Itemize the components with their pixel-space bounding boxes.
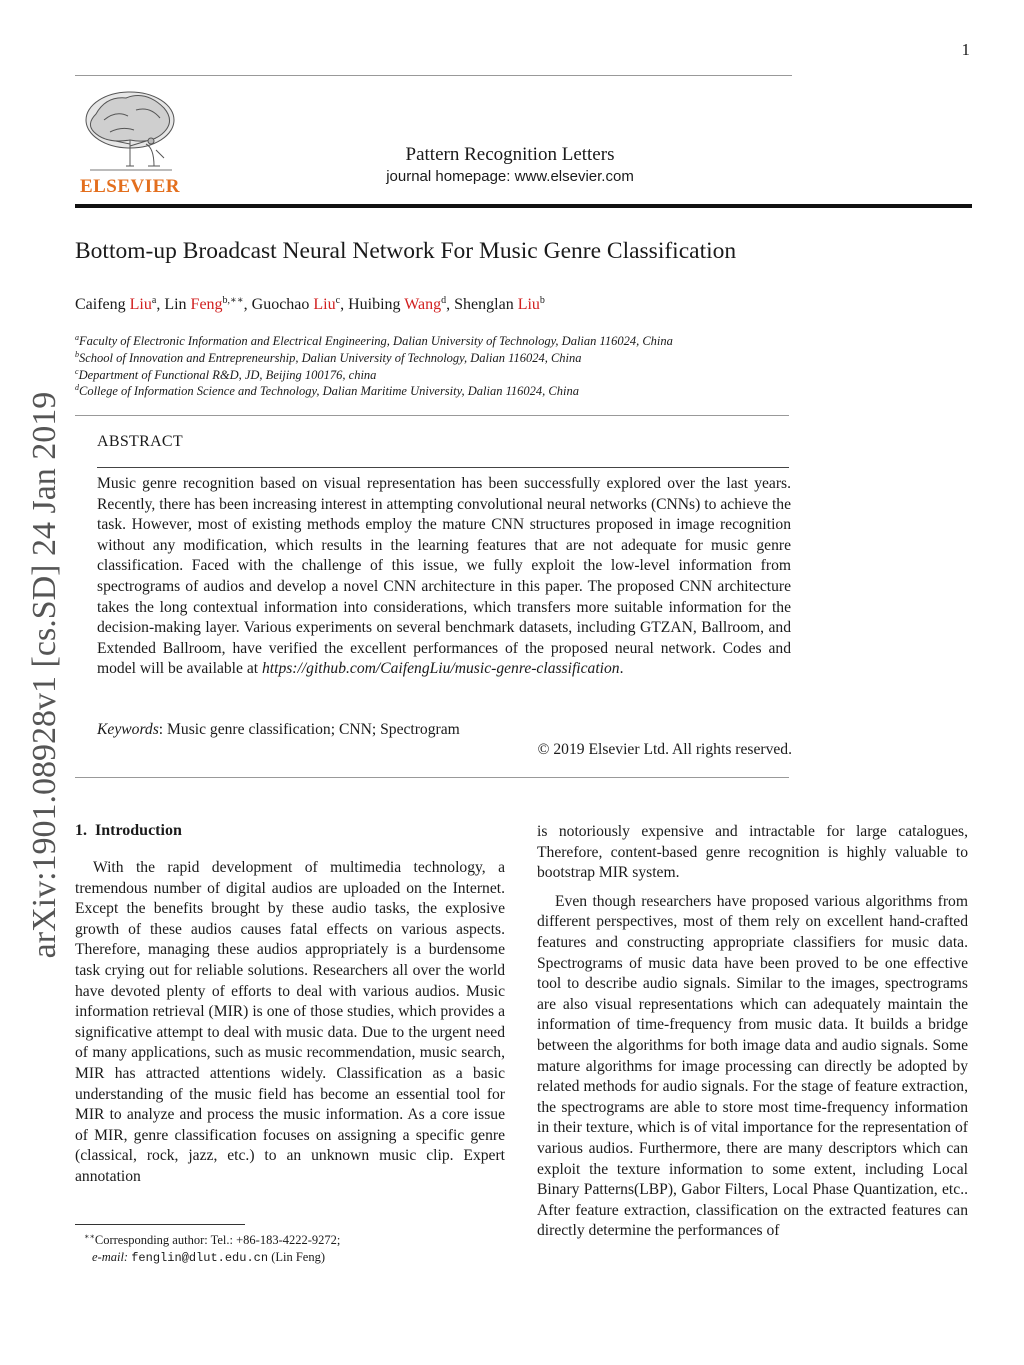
- author-first-name: Caifeng: [75, 296, 130, 313]
- keywords-label: Keywords: [97, 721, 159, 738]
- author-last-name[interactable]: Feng: [190, 296, 223, 313]
- author-affiliation-mark: a: [151, 295, 157, 306]
- author-affiliation-mark: c: [335, 295, 341, 306]
- paper-title: Bottom-up Broadcast Neural Network For Music Genre Classification: [75, 238, 737, 264]
- author-separator: ,: [156, 296, 165, 313]
- affiliation-mark: b: [75, 350, 79, 359]
- keywords: [97, 721, 460, 739]
- affiliation-mark: d: [75, 383, 79, 392]
- abstract-bottom-rule: [75, 777, 789, 778]
- author: [454, 296, 545, 313]
- page-number: 1: [961, 40, 970, 59]
- abstract-text: [97, 474, 791, 680]
- journal-header-rule: [75, 204, 972, 208]
- abstract-rule: [97, 467, 789, 468]
- author-first-name: Huibing: [348, 296, 405, 313]
- code-link[interactable]: https://github.com/CaifengLiu/music-genre-classification: [261, 660, 620, 678]
- footnote-email-line: [84, 1249, 340, 1267]
- left-column: [75, 858, 505, 1188]
- tree-icon: [76, 84, 184, 176]
- affiliation-b: [75, 350, 582, 366]
- paragraph: With the rapid development of multimedia technology, a tremendous number of digital audios are uploaded on the Internet. Except the benefits brought by these audio tasks, the explosive growth of these audios causes fatal effects on various aspects. Therefore, managing these audios appropriately is a burdensome task crying out for reliable solutions. Researchers all over the world have devoted plenty of efforts to deal with various audios. Music information retrieval (MIR) is one of those studies, which provides a significative attempt to deal with music data. Due to the urgent need of many applications, such as music recommendation, music search, MIR has attracted attentions widely. Classification as a basic understanding of the music field has become an essential tool for MIR to analyze and process the music information. As a core issue of MIR, genre classification focuses on assigning a specific genre (classical, rock, jazz, etc.) to an unknown music clip. Expert annotation: [75, 859, 505, 1185]
- author-last-name[interactable]: Liu: [517, 296, 540, 313]
- affiliation-c: [75, 367, 376, 383]
- author-separator: ,: [243, 296, 252, 313]
- email-address[interactable]: fenglin@dlut.edu.cn: [131, 1251, 269, 1265]
- author-last-name[interactable]: Liu: [313, 296, 336, 313]
- copyright-notice: © 2019 Elsevier Ltd. All rights reserved.: [537, 741, 792, 758]
- journal-homepage[interactable]: journal homepage: www.elsevier.com: [386, 168, 634, 185]
- author-first-name: Shenglan: [454, 296, 518, 313]
- author: [348, 296, 454, 313]
- elsevier-logo: [76, 84, 184, 196]
- section-title: Introduction: [95, 822, 182, 839]
- abstract-end: .: [619, 660, 624, 678]
- author-affiliation-mark: b,∗∗: [222, 295, 244, 306]
- email-label: e-mail:: [92, 1250, 129, 1264]
- abstract-heading: ABSTRACT: [97, 433, 183, 450]
- author: [252, 296, 348, 313]
- author-separator: ,: [446, 296, 455, 313]
- affiliation-d: [75, 383, 579, 399]
- publisher-name: ELSEVIER: [79, 176, 181, 197]
- author-last-name[interactable]: Liu: [129, 296, 152, 313]
- right-column: [537, 822, 968, 1242]
- affiliation-mark: c: [75, 367, 79, 376]
- arxiv-id: arXiv:1901.08928v1 [cs.SD] 24 Jan 2019: [26, 391, 63, 959]
- author-first-name: Guochao: [251, 296, 314, 313]
- header-rule: [75, 75, 792, 76]
- arxiv-stamp: [20, 380, 70, 970]
- author-affiliation-mark: d: [441, 295, 447, 306]
- abstract-body: Music genre recognition based on visual representation has been successfully explored over the last years. Recently, there has been increasing interest in attempting convolutional neural networks (CNNs) to achieve the task. However, most of existing methods employ the mature CNN structures proposed in image recognition without any modification, which results in the learning features that are not adequate for music genre classification. Faced with the challenge of this issue, we fully exploit the low-level information from spectrograms of audios and develop a novel CNN architecture in this paper. The proposed CNN architecture takes the long contextual information into considerations, which transfers more suitable information for the decision-making layer. Various experiments on several benchmark datasets, including GTZAN, Ballroom, and Extended Ballroom, have verified the excellent performances of the proposed neural network. Codes and model will be available at: [97, 475, 791, 678]
- abstract-top-rule: [75, 415, 789, 416]
- affiliation-text: College of Information Science and Technology, Dalian Maritime University, Dalian 116024, China: [79, 384, 579, 398]
- section-number: 1.: [75, 822, 87, 839]
- author: [164, 296, 251, 313]
- paragraph: is notoriously expensive and intractable for large catalogues, Therefore, content-based genre recognition is highly valuable to bootstrap MIR system.: [537, 823, 968, 882]
- footnote-contact: Corresponding author: Tel.: +86-183-4222-9272;: [94, 1233, 341, 1247]
- footnote-line: [84, 1228, 340, 1249]
- keywords-text: : Music genre classification; CNN; Spectrogram: [158, 721, 460, 738]
- author-separator: ,: [340, 296, 349, 313]
- paragraph: Even though researchers have proposed various algorithms from different perspectives, most of them rely on excellent hand-crafted features and constructing appropriate classifiers for music data. Spectrograms of music data have been proved to be one effective tool to describe audio signals. Similar to the images, spectrograms are also visual representations which can adequately maintain the information of time-frequency from music data. It builds a bridge between the algorithms for both image data and audio signals. Some mature algorithms for image processing can directly be adopted by related methods for audio signals. For the stage of feature extraction, the spectrograms are able to store most time-frequency information in their texture, which is of vital importance for the representation of various audios. Furthermore, there are many descriptors which can exploit the texture information to some extent, including Local Binary Patterns(LBP), Gabor Filters, Local Phase Quantization, etc.. After feature extraction, classification on the extracted features can directly determine the performances of: [537, 892, 968, 1240]
- email-name: (Lin Feng): [268, 1250, 325, 1264]
- affiliation-text: Department of Functional R&D, JD, Beijing 100176, china: [78, 368, 377, 382]
- affiliation-text: Faculty of Electronic Information and Electrical Engineering, Dalian University of Technology, Dalian 116024, China: [79, 334, 673, 348]
- footnote-rule: [75, 1224, 245, 1225]
- author: [75, 296, 164, 313]
- affiliation-mark: a: [75, 333, 79, 342]
- author-first-name: Lin: [164, 296, 191, 313]
- author-affiliation-mark: b: [539, 295, 545, 306]
- affiliation-text: School of Innovation and Entrepreneurship, Dalian University of Technology, Dalian 116024, China: [79, 351, 582, 365]
- affiliation-a: [75, 333, 673, 349]
- journal-name: Pattern Recognition Letters: [405, 144, 615, 165]
- footnote: [84, 1228, 340, 1267]
- author-last-name[interactable]: Wang: [404, 296, 442, 313]
- footnote-mark: ∗∗: [84, 1232, 95, 1241]
- section-heading: [75, 822, 182, 840]
- author-list: [75, 295, 545, 314]
